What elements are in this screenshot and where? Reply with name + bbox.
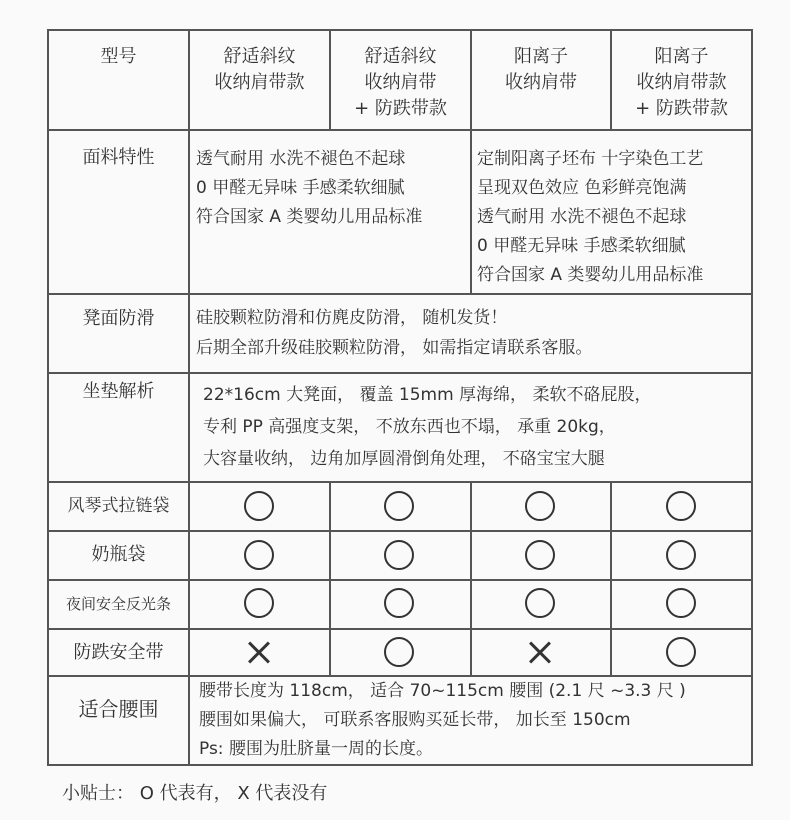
- feature-label-zipper-bag: 风琴式拉链袋: [67, 496, 170, 516]
- circle-mark-icon: [244, 588, 274, 618]
- feature-label-reflective-strip: 夜间安全反光条: [65, 595, 171, 613]
- cushion-label: 坐垫解析: [82, 381, 155, 402]
- feature-label-bottle-bag: 奶瓶袋: [91, 544, 146, 565]
- row-divider: [47, 481, 753, 483]
- row-divider: [47, 293, 753, 295]
- col-divider: [610, 481, 612, 677]
- row-divider: [47, 372, 753, 374]
- cross-mark-icon: [528, 640, 552, 664]
- circle-mark-icon: [666, 491, 696, 521]
- circle-mark-icon: [666, 540, 696, 570]
- circle-mark-icon: [244, 491, 274, 521]
- circle-mark-icon: [384, 491, 414, 521]
- header-col-4: 阳离子 收纳肩带款 + 防跌带款: [635, 46, 728, 119]
- circle-mark-icon: [384, 637, 414, 667]
- col-divider: [188, 29, 190, 766]
- circle-mark-icon: [666, 637, 696, 667]
- antislip-text: 硅胶颗粒防滑和仿麂皮防滑， 随机发货！ 后期全部升级硅胶颗粒防滑， 如需指定请联系客服。: [196, 308, 593, 358]
- col-divider: [470, 481, 472, 677]
- circle-mark-icon: [384, 588, 414, 618]
- fabric-right-text: 定制阳离子坯布 十字染色工艺 呈现双色效应 色彩鲜亮饱满 透气耐用 水洗不褪色不起球 0 甲醛无异味 手感柔软细腻 符合国家 A 类婴幼儿用品标准: [477, 149, 704, 285]
- circle-mark-icon: [525, 588, 555, 618]
- circle-mark-icon: [525, 491, 555, 521]
- waist-label: 适合腰围: [78, 697, 159, 721]
- circle-mark-icon: [666, 588, 696, 618]
- header-col-1: 舒适斜纹 收纳肩带款: [214, 46, 305, 93]
- col-divider: [329, 481, 331, 677]
- tip-note: 小贴士： O 代表有， X 代表没有: [62, 783, 328, 804]
- row-divider: [47, 129, 753, 131]
- table-border-top: [47, 29, 753, 31]
- fabric-label: 面料特性: [82, 147, 155, 168]
- antislip-label: 凳面防滑: [82, 308, 155, 329]
- header-col-3: 阳离子 收纳肩带: [505, 46, 577, 93]
- model-label: 型号: [100, 46, 137, 67]
- circle-mark-icon: [525, 540, 555, 570]
- waist-text: 腰带长度为 118cm， 适合 70~115cm 腰围 (2.1 尺 ~3.3 尺 ) 腰围如果偏大， 可联系客服购买延长带， 加长至 150cm Ps: 腰围为肚脐量一周的长度。: [199, 681, 686, 759]
- table-border-bottom: [47, 764, 753, 766]
- fabric-left-text: 透气耐用 水洗不褪色不起球 0 甲醛无异味 手感柔软细腻 符合国家 A 类婴幼儿用品标准: [196, 149, 423, 227]
- table-border-right: [751, 29, 753, 766]
- row-divider: [47, 579, 753, 581]
- feature-label-safety-belt: 防跌安全带: [73, 642, 164, 663]
- row-divider: [47, 628, 753, 630]
- circle-mark-icon: [244, 540, 274, 570]
- circle-mark-icon: [384, 540, 414, 570]
- cross-mark-icon: [247, 640, 271, 664]
- cushion-text: 22*16cm 大凳面， 覆盖 15mm 厚海绵， 柔软不硌屁股， 专利 PP 高强度支架， 不放东西也不塌， 承重 20kg， 大容量收纳， 边角加厚圆滑倒角处理， 不硌宝宝大腿: [203, 385, 652, 469]
- header-col-2: 舒适斜纹 收纳肩带 + 防跌带款: [354, 46, 447, 119]
- row-divider: [47, 530, 753, 532]
